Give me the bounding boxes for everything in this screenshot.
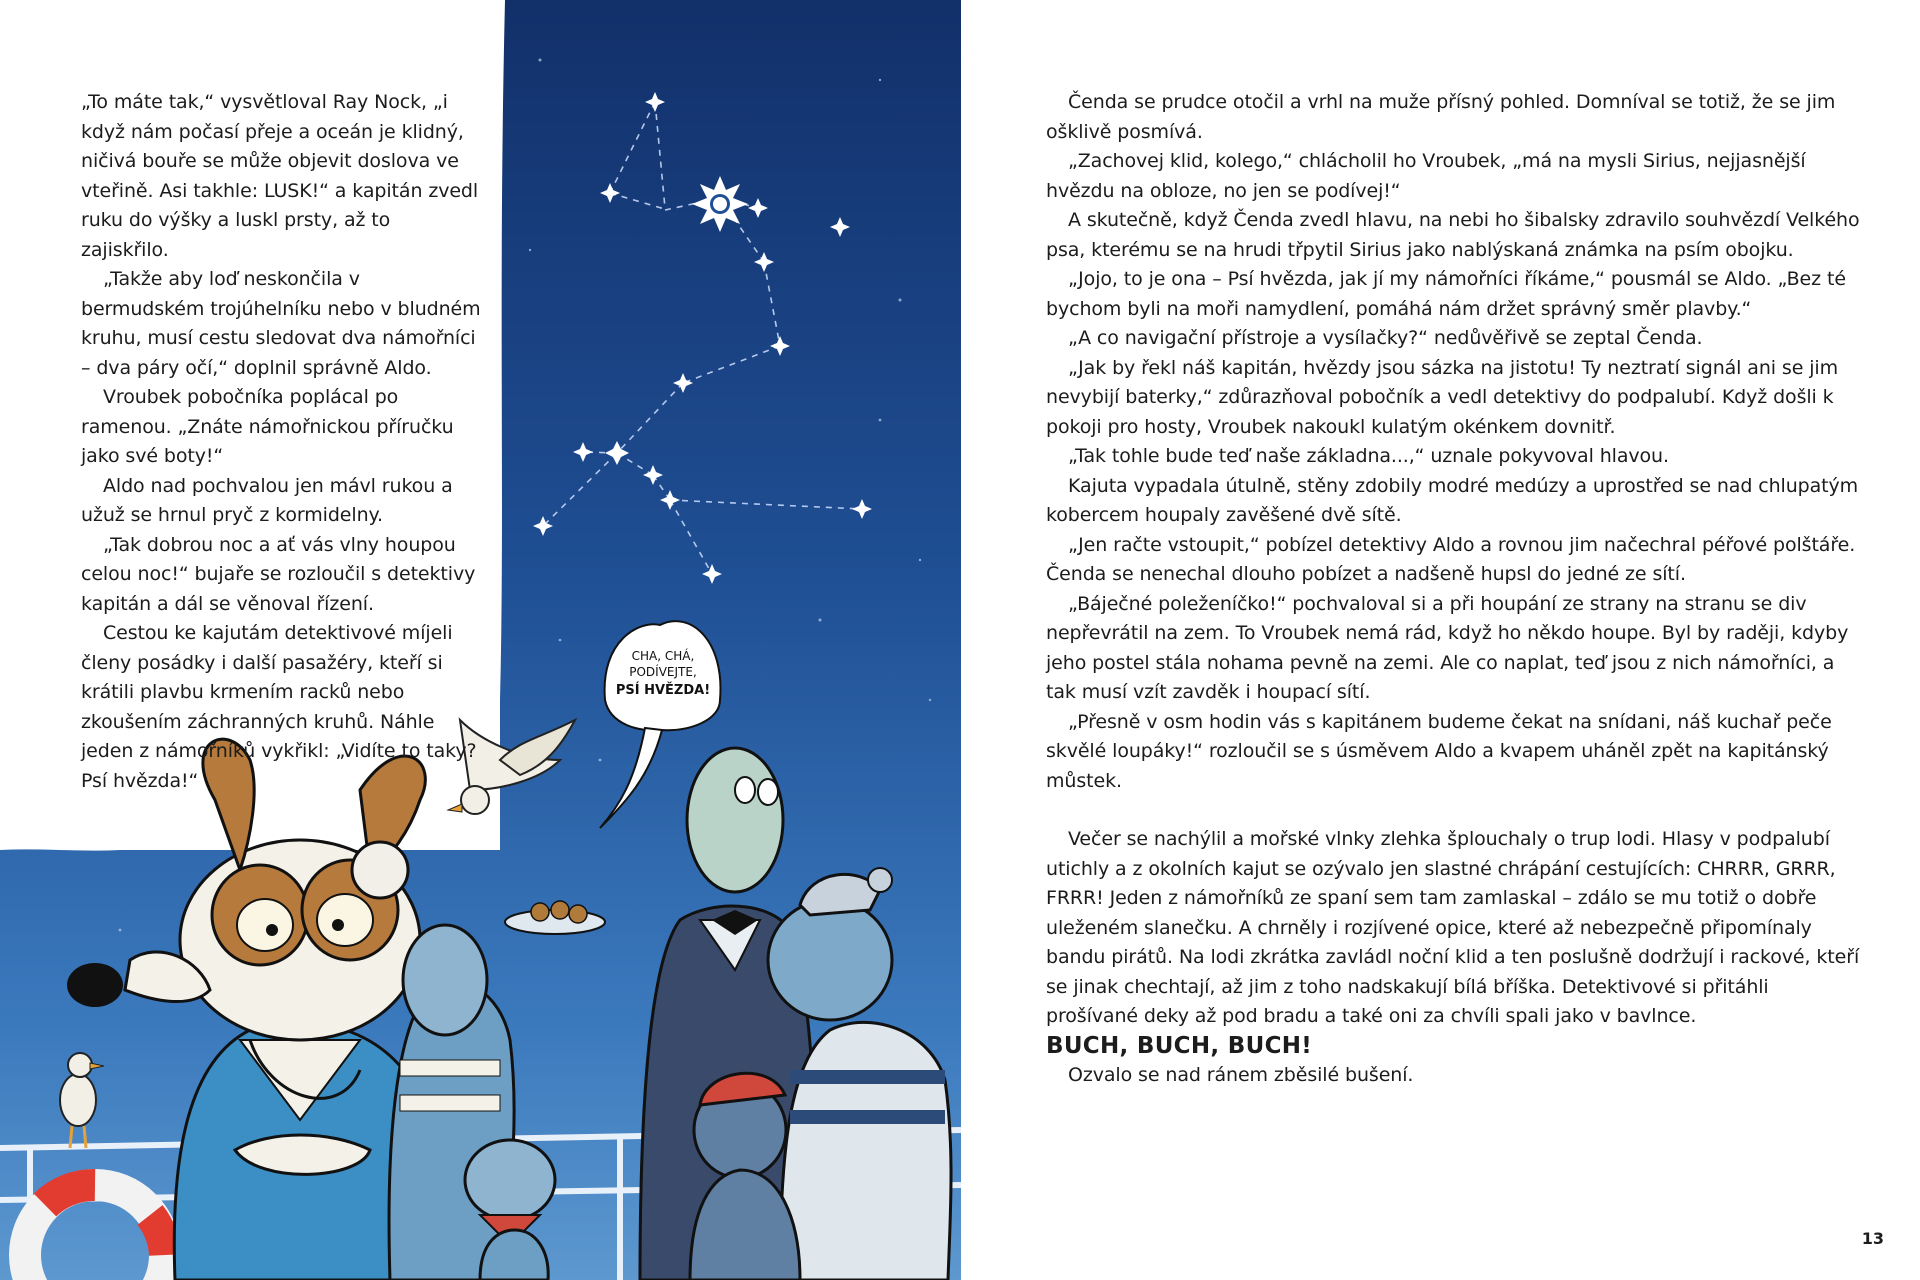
left-paragraph: „Tak dobrou noc a ať vás vlny houpou celou noc!“ bujaře se rozloučil s detektivy kapitán a dál se věnoval řízení.	[81, 533, 476, 615]
sirius-star	[692, 176, 748, 232]
right-paragraph: „Tak tohle bude teď naše základna...,“ uznale pokyvoval hlavou.	[1068, 445, 1669, 467]
left-paragraph: „Takže aby loď neskončila v bermudském trojúhelníku nebo v bludném kruhu, musí cestu sledovat dva námořníci – dva páry očí,“ doplnil správně Aldo.	[81, 268, 481, 379]
right-paragraph: Čenda se prudce otočil a vrhl na muže přísný pohled. Domníval se totiž, že se jim ošklivě posmívá.	[1046, 91, 1836, 143]
right-paragraph: „Jen račte vstoupit,“ pobízel detektivy Aldo a rovnou jim načechral péřové polštáře. Čenda se nenechal dlouho pobízet a nadšeně hupsl do jedné ze sítí.	[1046, 533, 1856, 585]
right-paragraph: „Zachovej klid, kolego,“ chlácholil ho Vroubek, „má na mysli Sirius, nejjasnější hvězdu na obloze, no jen se podívej!“	[1046, 150, 1806, 202]
bubble-line-2: PODÍVEJTE,	[629, 665, 697, 679]
right-page-text	[1046, 88, 1866, 1091]
left-page-text	[81, 88, 481, 796]
left-paragraph: „To máte tak,“ vysvětloval Ray Nock, „i když nám počasí přeje a oceán je klidný, ničivá bouře se může objevit doslova ve vteřině. Asi takhle: LUSK!“ a kapitán zvedl ruku do výšky a luskl prsty, až to zajiskřilo.	[81, 91, 479, 261]
bubble-line-1: CHA, CHÁ,	[631, 649, 695, 663]
closing-paragraph: Ozvalo se nad ránem zběsilé bušení.	[1068, 1064, 1414, 1086]
section-heading: BUCH, BUCH, BUCH!	[1046, 1032, 1313, 1059]
right-paragraph: Večer se nachýlil a mořské vlnky zlehka šplouchaly o trup lodi. Hlasy v podpalubí utichly a z okolních kajut se ozývalo jen slastné chrápání cestujících: CHRRR, GRRR, FRRR! Jeden z námořníků ze spaní sem tam zamlaskal – zdálo se mu totiž o dobře uleženém slanečku. A chrněly i rozjívené opice, které až nebezpečně připomínaly bandu pirátů. Na lodi zkrátka zavládl noční klid a ten poslušně dodržují i rackové, kteří se jinak chechtají, až jim z toho nadskakují bílá bříška. Detektivové si přitáhli prošívané deky až pod bradu a také oni za chvíli spali jako v bavlnce.	[1046, 828, 1860, 1027]
right-paragraph: Kajuta vypadala útulně, stěny zdobily modré medúzy a uprostřed se nad chlupatým kobercem houpaly zavěšené dvě sítě.	[1046, 474, 1859, 526]
right-page	[961, 0, 1920, 1280]
right-paragraph: A skutečně, když Čenda zvedl hlavu, na nebi ho šibalsky zdravilo souhvězdí Velkého psa, kterému se na hrudi třpytil Sirius jako nablýskaná známka na psím obojku.	[1046, 209, 1860, 261]
left-paragraph: Vroubek pobočníka poplácal po ramenou. „Znáte námořnickou příručku jako své boty!“	[81, 386, 454, 467]
bubble-line-3: PSÍ HVĚZDA!	[615, 683, 711, 698]
right-paragraph: „Jak by řekl náš kapitán, hvězdy jsou sázka na jistotu! Ty neztratí signál ani se jim nevybijí baterky,“ zdůrazňoval pobočník a vedl detektivy do podpalubí. Když došli k pokoji pro hosty, Vroubek nakoukl kulatým okénkem dovnitř.	[1046, 356, 1838, 438]
page-number: 13	[1861, 1229, 1884, 1248]
right-paragraph: „A co navigační přístroje a vysílačky?“ nedůvěřivě se zeptal Čenda.	[1068, 327, 1703, 349]
section-gap	[1046, 796, 1866, 825]
right-paragraph: „Přesně v osm hodin vás s kapitánem budeme čekat na snídani, náš kuchař peče skvělé loupáky!“ rozloučil se s úsměvem Aldo a kvapem uháněl zpět na kapitánský můstek.	[1046, 710, 1832, 792]
right-paragraph: „Jojo, to je ona – Psí hvězda, jak jí my námořníci říkáme,“ pousmál se Aldo. „Bez té bychom byli na moři namydlení, pomáhá nám držet správný směr plavby.“	[1046, 268, 1846, 320]
right-paragraph: „Báječné poleženíčko!“ pochvaloval si a při houpání ze strany na stranu se div nepřevrátil na zem. To Vroubek nemá rád, když ho někdo houpe. Byl by raději, kdyby jeho postel stála nohama pevně na zemi. Ale co naplat, teď jsou z nich námořníci, a tak musí vzít zavděk i houpací sítí.	[1046, 592, 1849, 703]
left-paragraph: Aldo nad pochvalou jen mávl rukou a užuž se hrnul pryč z kormidelny.	[81, 474, 453, 526]
left-paragraph: Cestou ke kajutám detektivové míjeli členy posádky i další pasažéry, kteří si krátili plavbu krmením racků nebo zkoušením záchranných kruhů. Náhle jeden z námořníků vykřikl: „Vidíte to taky? Psí hvězda!“	[81, 622, 477, 792]
